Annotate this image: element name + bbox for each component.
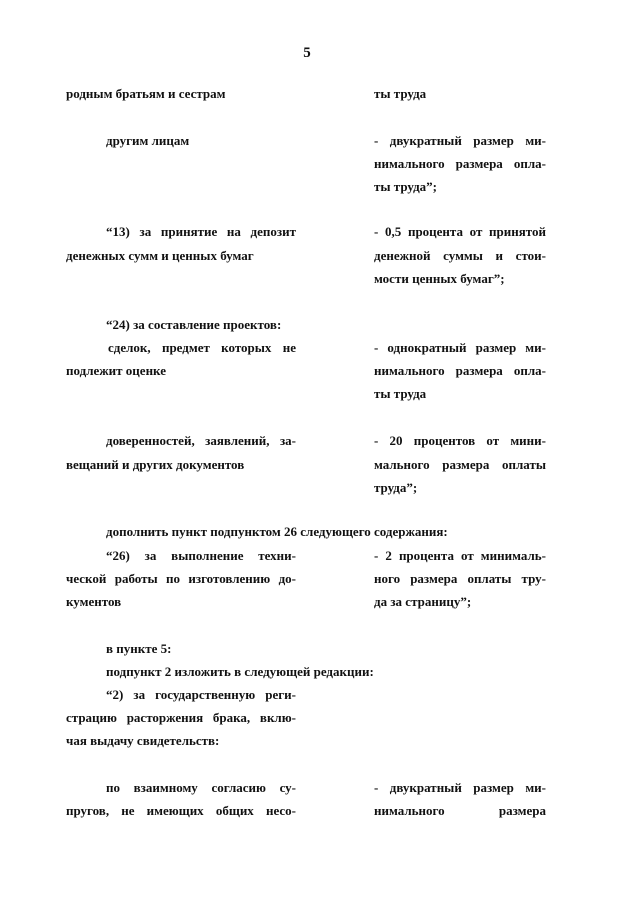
right-column-line: труда”;: [374, 480, 418, 495]
left-column-line: чая выдачу свидетельств:: [66, 733, 220, 748]
right-column-line: ты труда”;: [374, 179, 437, 194]
right-column-line: мости ценных бумаг”;: [374, 271, 505, 286]
left-column-line: подлежит оценке: [66, 363, 166, 378]
left-column-line: “13) за принятие на депозит: [106, 224, 296, 239]
right-column-line: - 20 процентов от мини-: [374, 433, 546, 448]
right-column-line: ты труда: [374, 86, 427, 101]
left-column-line: по взаимному согласию су-: [106, 780, 296, 795]
right-column-line: - двукратный размер ми-: [374, 780, 546, 795]
left-column-line: “26) за выполнение техни-: [106, 548, 296, 563]
left-column-line: кументов: [66, 594, 122, 609]
right-column-line: нимального размера опла-: [374, 156, 546, 171]
right-column-line: нимального размера: [374, 803, 546, 818]
left-column-line: родным братьям и сестрам: [66, 86, 226, 101]
left-column-line: денежных сумм и ценных бумаг: [66, 248, 254, 263]
left-column-line: пругов, не имеющих общих несо-: [66, 803, 296, 818]
right-column-line: ты труда: [374, 386, 427, 401]
left-column-line: доверенностей, заявлений, за-: [106, 433, 296, 448]
left-column-line: “24) за составление проектов:: [106, 317, 282, 332]
left-column-line: сделок, предмет которых не: [108, 340, 296, 355]
right-column-line: денежной суммы и стои-: [374, 248, 546, 263]
right-column-line: ного размера оплаты тру-: [374, 571, 546, 586]
left-column-line: другим лицам: [106, 133, 190, 148]
right-column-line: нимального размера опла-: [374, 363, 546, 378]
right-column-line: - 2 процента от минималь-: [374, 548, 546, 563]
left-column-line: страцию расторжения брака, вклю-: [66, 710, 296, 725]
page-number: 5: [303, 45, 311, 61]
right-column-line: мального размера оплаты: [374, 457, 546, 472]
paragraph-line: в пункте 5:: [106, 641, 172, 656]
left-column-line: ческой работы по изготовлению до-: [66, 571, 296, 586]
paragraph-line: дополнить пункт подпунктом 26 следующего содержания:: [106, 524, 448, 539]
right-column-line: - двукратный размер ми-: [374, 133, 546, 148]
left-column-line: вещаний и других документов: [66, 457, 245, 472]
right-column-line: - 0,5 процента от принятой: [374, 224, 546, 239]
right-column-line: да за страницу”;: [374, 594, 472, 609]
left-column-line: “2) за государственную реги-: [106, 687, 296, 702]
paragraph-line: подпункт 2 изложить в следующей редакции:: [106, 664, 374, 679]
right-column-line: - однократный размер ми-: [374, 340, 546, 355]
